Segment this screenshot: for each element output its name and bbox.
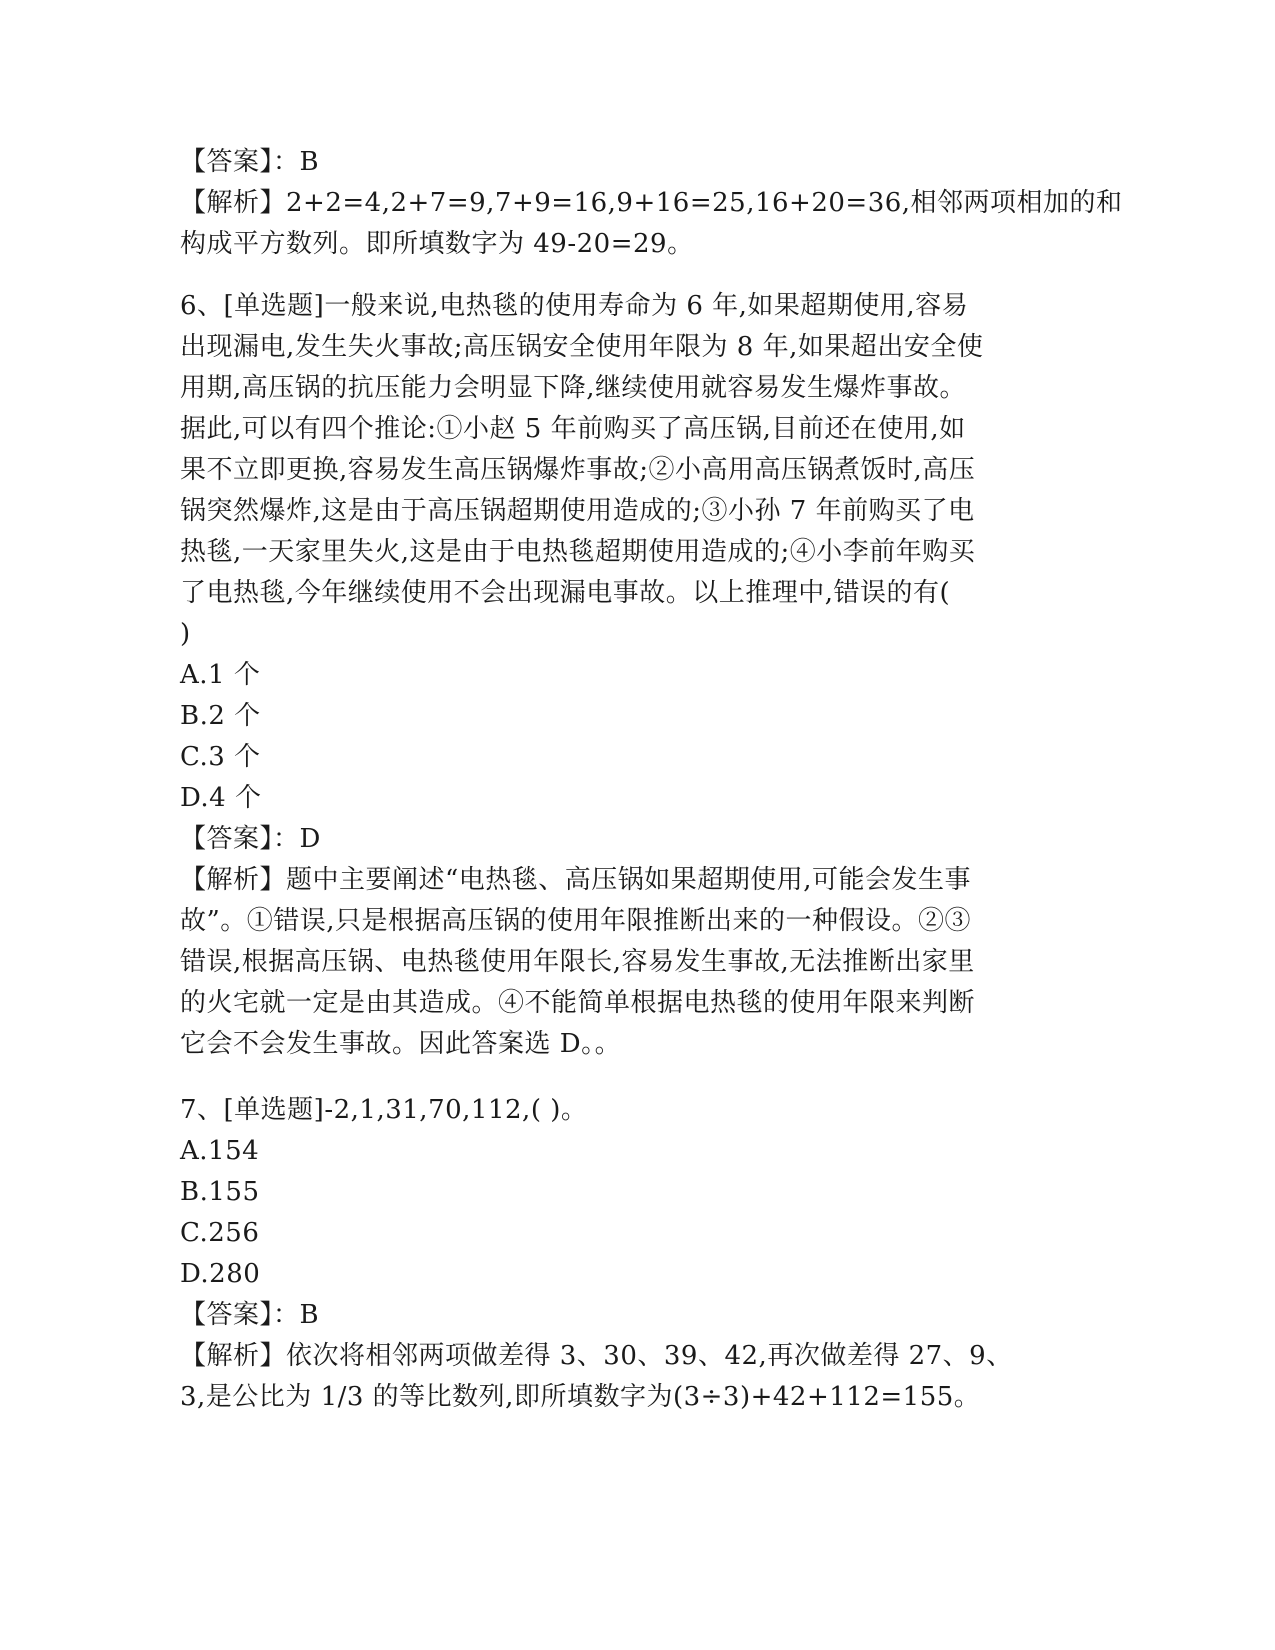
question-stem-line: 锅突然爆炸,这是由于高压锅超期使用造成的;③小孙 7 年前购买了电 <box>180 496 975 526</box>
question-stem-line: 热毯,一天家里失火,这是由于电热毯超期使用造成的;④小李前年购买 <box>180 537 976 567</box>
analysis-line: 它会不会发生事故。因此答案选 D。。 <box>180 1029 622 1059</box>
question-stem-line: ) <box>180 619 191 649</box>
answer-line: 【答案】：B <box>180 1300 320 1330</box>
analysis-line: 3,是公比为 1/3 的等比数列,即所填数字为(3÷3)+42+112=155。 <box>180 1382 981 1412</box>
question-stem-line: 7、[单选题]-2,1,31,70,112,( )。 <box>180 1095 588 1125</box>
analysis-line: 【解析】题中主要阐述“电热毯、高压锅如果超期使用,可能会发生事 <box>180 865 972 895</box>
question-stem-line: 了电热毯,今年继续使用不会出现漏电事故。以上推理中,错误的有( <box>180 578 951 608</box>
question-stem-line: 出现漏电,发生失火事故;高压锅安全使用年限为 8 年,如果超出安全使 <box>180 332 984 362</box>
option-d: D.280 <box>180 1259 261 1289</box>
analysis-line: 的火宅就一定是由其造成。④不能简单根据电热毯的使用年限来判断 <box>180 988 976 1018</box>
option-a: A.1 个 <box>180 660 261 690</box>
analysis-line: 错误,根据高压锅、电热毯使用年限长,容易发生事故,无法推断出家里 <box>180 947 975 977</box>
option-b: B.2 个 <box>180 701 261 731</box>
option-c: C.256 <box>180 1218 260 1248</box>
analysis-line: 【解析】依次将相邻两项做差得 3、30、39、42,再次做差得 27、9、 <box>180 1341 1013 1371</box>
option-b: B.155 <box>180 1177 260 1207</box>
option-c: C.3 个 <box>180 742 261 772</box>
analysis-line: 构成平方数列。即所填数字为 49-20=29。 <box>180 229 694 259</box>
option-d: D.4 个 <box>180 783 262 813</box>
question-stem-line: 用期,高压锅的抗压能力会明显下降,继续使用就容易发生爆炸事故。 <box>180 373 967 403</box>
analysis-line: 故”。①错误,只是根据高压锅的使用年限推断出来的一种假设。②③ <box>180 906 972 936</box>
question-stem-line: 6、[单选题]一般来说,电热毯的使用寿命为 6 年,如果超期使用,容易 <box>180 291 969 321</box>
question-stem-line: 果不立即更换,容易发生高压锅爆炸事故;②小高用高压锅煮饭时,高压 <box>180 455 976 485</box>
answer-line: 【答案】：B <box>180 147 320 177</box>
answer-line: 【答案】：D <box>180 824 321 854</box>
analysis-line: 【解析】2+2=4,2+7=9,7+9=16,9+16=25,16+20=36,相邻两项相加的和 <box>180 188 1123 218</box>
question-stem-line: 据此,可以有四个推论:①小赵 5 年前购买了高压锅,目前还在使用,如 <box>180 414 966 444</box>
option-a: A.154 <box>180 1136 260 1166</box>
